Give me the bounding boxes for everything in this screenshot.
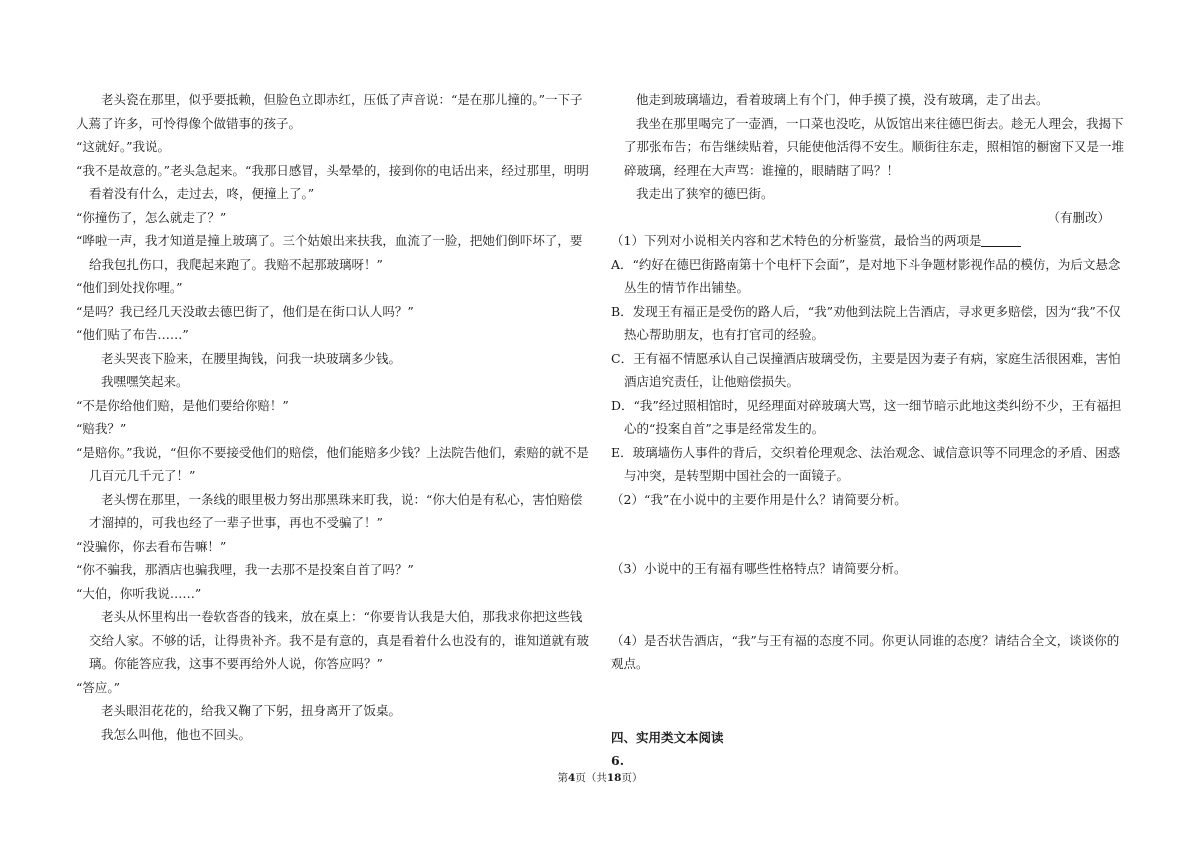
option-label: C． — [611, 350, 634, 366]
answer-space-4 — [611, 676, 1128, 726]
option-label: B． — [611, 303, 633, 319]
paragraph: “你撞伤了，怎么就走了？” — [76, 209, 227, 225]
paragraph: “这就好。”我说。 — [76, 139, 171, 154]
footer-total-pages: 18 — [606, 772, 622, 784]
question-3: （3）小说中的王有福有哪些性格特点？请简要分析。 — [611, 561, 907, 576]
option-label: A． — [611, 256, 633, 272]
question-2: （2）“我”在小说中的主要作用是什么？请简要分析。 — [611, 491, 907, 507]
paragraph: “没骗你，你去看布告嘛！” — [76, 538, 227, 554]
paragraph: “他们贴了布告……” — [76, 327, 189, 342]
paragraph: “我不是故意的。”老头急起来。“我那日感冒，头晕晕的，接到你的电话出来，经过那里，明明看着没有什么，走过去，咚，便撞上了。” — [76, 162, 589, 201]
answer-blank[interactable] — [981, 232, 1021, 247]
paragraph: 我走出了狭窄的德巴街。 — [636, 186, 774, 201]
option-a — [611, 253, 1128, 300]
question-1-text: （1）下列对小说相关内容和艺术特色的分析鉴赏，最恰当的两项是 — [611, 233, 982, 248]
paragraph: 老头眼泪花花的，给我又鞠了下躬，扭身离开了饭桌。 — [101, 703, 402, 718]
paragraph: “不是你给他们赔，是他们要给你赔！” — [76, 397, 289, 413]
question-4: （4）是否状告酒店，“我”与王有福的态度不同。你更认同谁的态度？请结合全文，谈谈你的观点。 — [611, 632, 1120, 671]
paragraph: “他们到处找你哩。” — [76, 280, 183, 295]
paragraph: 我怎么叫他，他也不回头。 — [101, 726, 252, 742]
option-label: E． — [611, 444, 633, 460]
option-text: 发现王有福正是受伤的路人后，“我”劝他到法院上告酒店，寻求更多赔偿，因为“我”不仅热心帮助朋友，也有打官司的经验。 — [624, 303, 1121, 342]
option-text: 王有福不情愿承认自己误撞酒店玻璃受伤，主要是因为妻子有病，家庭生活很困难，害怕酒店追究责任，让他赔偿损失。 — [624, 350, 1121, 389]
right-column — [611, 88, 1128, 773]
paragraph: 老头愣在那里，一条线的眼里极力努出那黑珠来盯我，说：“你大伯是有私心，害怕赔偿才溜掉的，可我也经了一辈子世事，再也不受骗了！” — [89, 491, 583, 530]
option-e — [611, 441, 1128, 488]
option-label: D． — [611, 397, 634, 413]
page-footer — [0, 770, 1200, 785]
option-text: “约好在德巴街路南第十个电杆下会面”，是对地下斗争题材影视作品的模仿，为后文悬念丛生的情节作出铺垫。 — [624, 256, 1121, 295]
paragraph: “答应。” — [76, 679, 121, 695]
option-c — [611, 347, 1128, 394]
item-6: 6. — [611, 753, 625, 768]
paragraph: 老头从怀里构出一卷软沓沓的钱来，放在桌上：“你要肯认我是大伯，那我求你把这些钱交给人家。不够的话，让得贵补齐。我不是有意的，真是看着什么也没有的，谁知道就有玻璃。你能答应我，这事不要再给外人说，你答应吗？” — [89, 609, 590, 671]
paragraph: 我嘿嘿笑起来。 — [101, 374, 189, 389]
paragraph: “是赔你。”我说，“但你不要接受他们的赔偿，他们能赔多少钱？上法院告他们，索赔的就不是几百元几千元了！” — [76, 444, 589, 483]
left-column — [76, 88, 590, 746]
option-d — [611, 394, 1128, 441]
question-1-options — [611, 253, 1128, 488]
footer-prefix: 第 — [557, 772, 569, 784]
paragraph: “大伯，你听我说……” — [76, 585, 202, 601]
option-text: “我”经过照相馆时，见经理面对碎玻璃大骂，这一细节暗示此地这类纠纷不少，王有福担心的“投案自首”之事是经常发生的。 — [624, 397, 1122, 436]
paragraph: “哗啦一声，我才知道是撞上玻璃了。三个姑娘出来扶我，血流了一脸，把她们倒吓坏了，要给我包扎伤口，我爬起来跑了。我赔不起那玻璃呀！” — [76, 233, 583, 272]
section-4-title: 四、实用类文本阅读 — [611, 729, 724, 745]
footer-page-number: 4 — [568, 772, 576, 784]
option-b — [611, 300, 1128, 347]
paragraph: 我坐在那里喝完了一壶酒，一口菜也没吃，从饭馆出来往德巴街去。趁无人理会，我揭下了那张布告；布告继续贴着，只能使他活得不安生。顺街往东走，照相馆的橱窗下又是一堆碎玻璃，经理在大声骂：谁撞的，眼睛瞎了吗？！ — [624, 115, 1125, 178]
paragraph: “赔我？” — [76, 421, 127, 436]
answer-space-2 — [611, 511, 1128, 557]
paragraph: 他走到玻璃墙边，看着玻璃上有个门，伸手摸了摸，没有玻璃，走了出去。 — [636, 92, 1049, 107]
question-1 — [611, 229, 1128, 253]
paragraph: 老头哭丧下脸来，在腰里掏钱，问我一块玻璃多少钱。 — [101, 350, 402, 366]
story-continuation — [611, 88, 1128, 206]
source-note: （有删改） — [1047, 209, 1110, 225]
answer-space-3 — [611, 581, 1128, 629]
footer-middle: 页（共 — [575, 772, 607, 784]
paragraph: “是吗？我已经几天没敢去德巴街了，他们是在街口认人吗？” — [76, 303, 414, 319]
paragraph: “你不骗我，那酒店也骗我哩，我一去那不是投案自首了吗？” — [76, 562, 414, 577]
footer-suffix: 页） — [621, 772, 643, 784]
paragraph: 老头瓷在那里，似乎要抵赖，但脸色立即赤红，压低了声音说：“是在那儿撞的。”一下子人蔫了许多，可怜得像个做错事的孩子。 — [76, 92, 583, 131]
option-text: 玻璃墙伤人事件的背后，交织着伦理观念、法治观念、诚信意识等不同理念的矛盾、困惑与冲突，是转型期中国社会的一面镜子。 — [624, 444, 1121, 483]
